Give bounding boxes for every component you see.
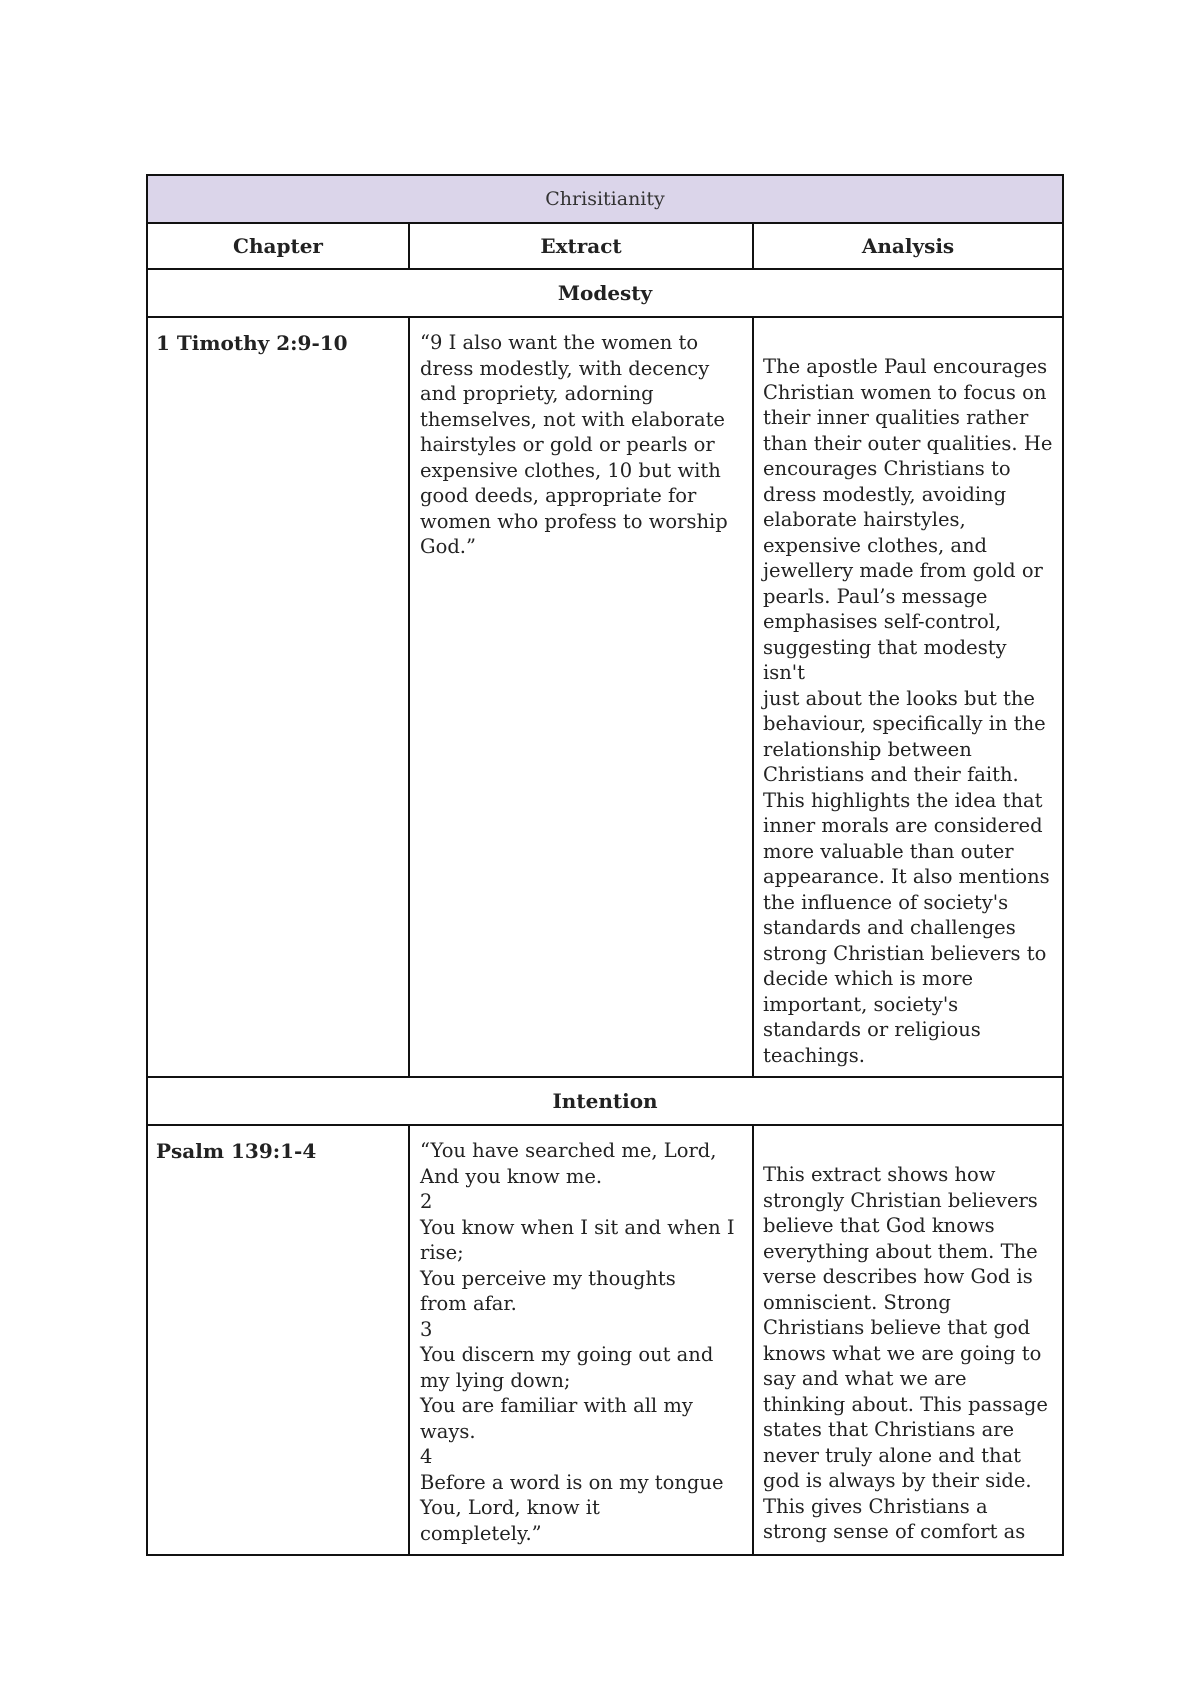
title-row [147,175,1063,223]
chapter-cell [147,317,409,1077]
comparison-table [146,174,1064,1556]
chapter-reference: 1 Timothy 2:9-10 [156,331,348,355]
extract-cell [409,1125,753,1555]
header-extract: Extract [409,223,753,269]
header-chapter: Chapter [147,223,409,269]
section-heading-intention: Intention [147,1077,1063,1125]
chapter-cell [147,1125,409,1555]
extract-cell [409,317,753,1077]
analysis-cell [753,317,1063,1077]
analysis-text: The apostle Paul encourages Christian women to focus on their inner qualities rather than their outer qualities. He encourages Christians to dress modestly, avoiding elaborate hairstyles, expensive clothes, and jewellery made from gold or pearls. Paul’s message emphasises self-control, suggesting that modesty isn't just about the looks but the behaviour, specifically in the relationship between Christians and their faith. This highlights the idea that inner morals are considered more valuable than outer appearance. It also mentions the influence of society's standards and challenges strong Christian believers to decide which is more important, society's standards or religious teachings. [763,355,1053,1067]
extract-text: “You have searched me, Lord, And you know me. 2 You know when I sit and when I rise; You perceive my thoughts from afar. 3 You discern my going out and my lying down; You are familiar with all my ways. 4 Before a word is on my tongue You, Lord, know it completely.” [420,1139,735,1545]
extract-text: “9 I also want the women to dress modestly, with decency and propriety, adorning themselves, not with elaborate hairstyles or gold or pearls or expensive clothes, 10 but with good deeds, appropriate for women who profess to worship God.” [420,331,728,558]
section-heading-row [147,1077,1063,1125]
analysis-text: This extract shows how strongly Christian believers believe that God knows everything about them. The verse describes how God is omniscient. Strong Christians believe that god knows what we are going to say and what we are thinking about. This passage states that Christians are never truly alone and that god is always by their side. This gives Christians a strong sense of comfort as [763,1163,1048,1543]
section-heading-modesty: Modesty [147,269,1063,317]
header-row [147,223,1063,269]
table-title: Chrisitianity [147,175,1063,223]
header-analysis: Analysis [753,223,1063,269]
analysis-cell [753,1125,1063,1555]
chapter-reference: Psalm 139:1-4 [156,1139,317,1163]
table-row [147,1125,1063,1555]
table-row [147,317,1063,1077]
section-heading-row [147,269,1063,317]
